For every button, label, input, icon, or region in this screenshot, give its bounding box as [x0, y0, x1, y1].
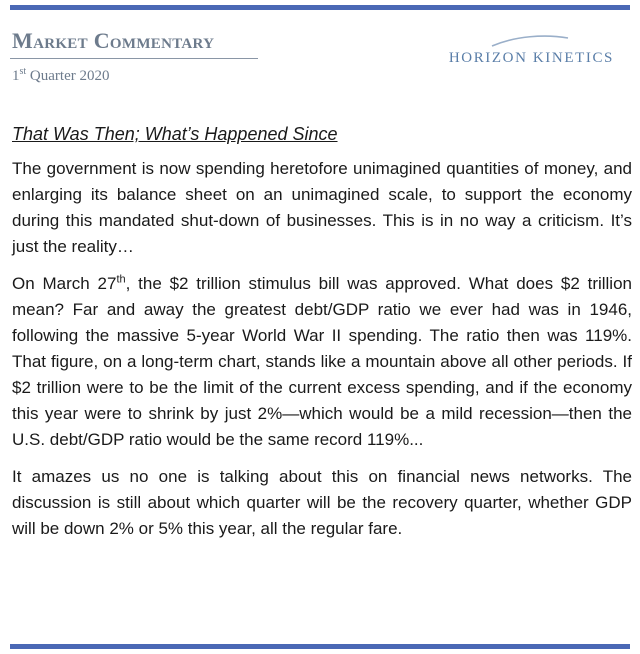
article-body [12, 122, 632, 553]
paragraph-2-start: On March 27 [12, 274, 117, 293]
quarter-rest: Quarter 2020 [26, 68, 110, 84]
quarter-number: 1 [12, 68, 20, 84]
paragraph-2-sup: th [116, 273, 126, 286]
bottom-rule [10, 644, 630, 649]
paragraph-2-rest: , the $2 trillion stimulus bill was approved. What does $2 trillion mean? Far and away the greatest debt/GDP ratio we ever had was in 1946, following the massive 5-year World War II spending. The ratio then was 119%. That figure, on a long-term chart, stands like a mountain above all other periods. If $2 trillion were to be the limit of the current excess spending, and if the economy this year were to shrink by just 2%—which would be a mild recession—then the U.S. debt/GDP ratio would be the same record 119%... [12, 274, 632, 449]
brand-logo: HORIZON KINETICS [448, 50, 614, 66]
paragraph-3: It amazes us no one is talking about this on financial news networks. The discussion is still about which quarter will be the recovery quarter, whether GDP will be down 2% or 5% this year, all the regular fare. [12, 467, 632, 538]
quarter-suffix: st [19, 66, 27, 77]
page-title: Market Commentary [12, 28, 215, 53]
section-heading: That Was Then; What’s Happened Since [12, 124, 338, 144]
quarter-label [12, 66, 109, 85]
brand-swoosh-icon [490, 34, 570, 48]
title-underline [10, 58, 258, 59]
paragraph-1: The government is now spending heretofore unimagined quantities of money, and enlarging its balance sheet on an unimagined scale, to support the economy during this mandated shut-down of businesses. This is in no way a criticism. It’s just the reality… [12, 159, 632, 256]
paragraph-2 [12, 271, 632, 453]
page-header [0, 0, 640, 100]
